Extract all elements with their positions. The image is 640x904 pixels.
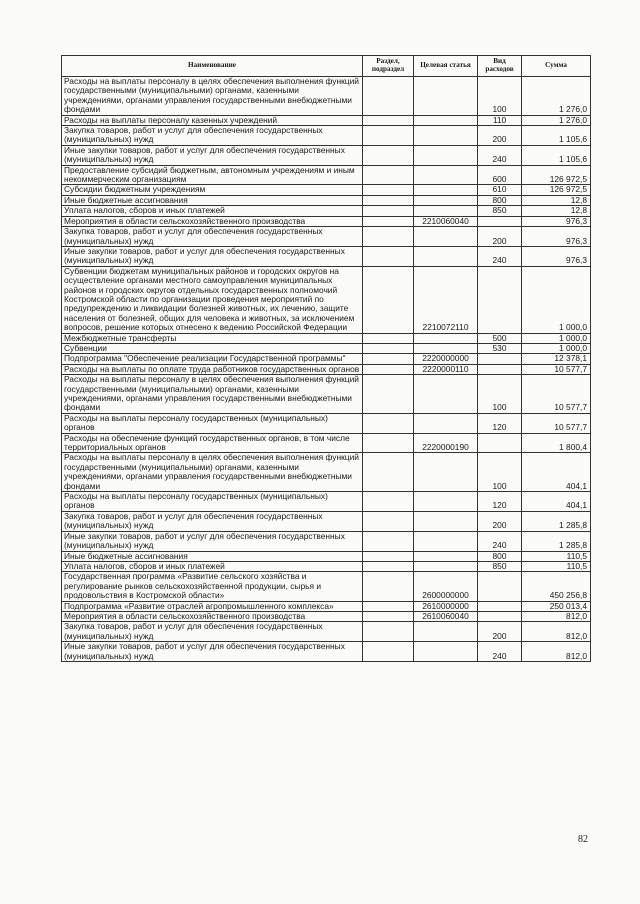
cell-name: Расходы на обеспечение функций государственных органов, в том числе территориальных органов (62, 433, 363, 453)
table-row (62, 622, 591, 642)
cell-sum: 110,5 (522, 561, 591, 571)
cell-sum: 812,0 (522, 622, 591, 642)
table-row (62, 266, 591, 333)
cell-name: Закупка товаров, работ и услуг для обеспечения государственных (муниципальных) нужд (62, 126, 363, 146)
cell-type (478, 601, 522, 611)
cell-type (478, 611, 522, 621)
cell-target: 2210072110 (414, 266, 478, 333)
cell-name: Расходы на выплаты персоналу государственных (муниципальных) органов (62, 492, 363, 512)
cell-sum: 812,0 (522, 642, 591, 662)
cell-sum: 1 276,0 (522, 115, 591, 125)
table-row (62, 333, 591, 343)
cell-type: 100 (478, 375, 522, 414)
table-row (62, 354, 591, 364)
cell-type: 850 (478, 206, 522, 216)
cell-sum: 1 285,8 (522, 511, 591, 531)
cell-sum: 12,8 (522, 195, 591, 205)
table-row (62, 126, 591, 146)
cell-type: 200 (478, 126, 522, 146)
cell-name: Субвенции бюджетам муниципальных районов и городских округов на осуществление органами местного самоуправления муниципальных районов и городских округов отдельных государственных полномочий Костромской области по организации проведения мероприятий по предупреждению и ликвидации болезней животных, их лечению, защите населения от болезней, общих для человека и животных, за исключением вопросов, решение которых отнесено к ведению Российской Федерации (62, 266, 363, 333)
cell-target (414, 185, 478, 195)
cell-section (363, 216, 414, 226)
cell-name: Закупка товаров, работ и услуг для обеспечения государственных (муниципальных) нужд (62, 511, 363, 531)
header-target: Целевая статья (414, 56, 478, 77)
cell-section (363, 195, 414, 205)
cell-section (363, 551, 414, 561)
cell-sum: 1 800,4 (522, 433, 591, 453)
table-body (62, 77, 591, 662)
header-section: Раздел, подраздел (363, 56, 414, 77)
table-row (62, 145, 591, 165)
table-row (62, 343, 591, 353)
cell-target (414, 413, 478, 433)
cell-name: Иные бюджетные ассигнования (62, 551, 363, 561)
cell-name: Субвенции (62, 343, 363, 353)
cell-target (414, 343, 478, 353)
cell-name: Иные закупки товаров, работ и услуг для обеспечения государственных (муниципальных) нужд (62, 145, 363, 165)
cell-name: Иные закупки товаров, работ и услуг для обеспечения государственных (муниципальных) нужд (62, 531, 363, 551)
cell-sum: 1 105,6 (522, 126, 591, 146)
cell-section (363, 126, 414, 146)
cell-type: 100 (478, 77, 522, 116)
cell-name: Закупка товаров, работ и услуг для обеспечения государственных (муниципальных) нужд (62, 622, 363, 642)
cell-target (414, 227, 478, 247)
table-row (62, 364, 591, 374)
cell-sum: 1 276,0 (522, 77, 591, 116)
cell-section (363, 206, 414, 216)
cell-sum: 404,1 (522, 453, 591, 492)
cell-sum: 1 000,0 (522, 343, 591, 353)
table-row (62, 195, 591, 205)
cell-name: Уплата налогов, сборов и иных платежей (62, 206, 363, 216)
cell-name: Субсидии бюджетным учреждениям (62, 185, 363, 195)
cell-name: Подпрограмма «Развитие отраслей агропромышленного комплекса» (62, 601, 363, 611)
cell-type: 240 (478, 642, 522, 662)
cell-target (414, 375, 478, 414)
header-row (62, 56, 591, 77)
cell-section (363, 343, 414, 353)
cell-sum: 1 285,8 (522, 531, 591, 551)
cell-name: Расходы на выплаты персоналу государственных (муниципальных) органов (62, 413, 363, 433)
cell-target (414, 622, 478, 642)
cell-type: 100 (478, 453, 522, 492)
cell-section (363, 354, 414, 364)
cell-type: 200 (478, 227, 522, 247)
table-row (62, 165, 591, 185)
cell-type (478, 216, 522, 226)
cell-name: Мероприятия в области сельскохозяйственного производства (62, 611, 363, 621)
cell-type (478, 572, 522, 601)
cell-target (414, 145, 478, 165)
table-row (62, 551, 591, 561)
table-row (62, 531, 591, 551)
cell-sum: 1 105,6 (522, 145, 591, 165)
cell-target (414, 551, 478, 561)
cell-target (414, 195, 478, 205)
cell-section (363, 77, 414, 116)
cell-name: Расходы на выплаты по оплате труда работников государственных органов (62, 364, 363, 374)
cell-type: 500 (478, 333, 522, 343)
cell-name: Подпрограмма "Обеспечение реализации Государственной программы" (62, 354, 363, 364)
cell-sum: 976,3 (522, 246, 591, 266)
cell-name: Иные бюджетные ассигнования (62, 195, 363, 205)
cell-sum: 110,5 (522, 551, 591, 561)
cell-target (414, 126, 478, 146)
cell-name: Государственная программа «Развитие сельского хозяйства и регулирование рынков сельскохозяйственной продукции, сырья и продовольствия в Костромской области» (62, 572, 363, 601)
table-row (62, 246, 591, 266)
cell-target (414, 246, 478, 266)
cell-type: 200 (478, 511, 522, 531)
header-type: Вид расходов (478, 56, 522, 77)
table-header (62, 56, 591, 77)
cell-name: Предоставление субсидий бюджетным, автономным учреждениям и иным некоммерческим организациям (62, 165, 363, 185)
cell-name: Межбюджетные трансферты (62, 333, 363, 343)
cell-sum: 126 972,5 (522, 185, 591, 195)
cell-name: Закупка товаров, работ и услуг для обеспечения государственных (муниципальных) нужд (62, 227, 363, 247)
cell-target (414, 561, 478, 571)
cell-type: 610 (478, 185, 522, 195)
cell-target (414, 77, 478, 116)
cell-section (363, 453, 414, 492)
cell-section (363, 492, 414, 512)
table-row (62, 77, 591, 116)
header-sum: Сумма (522, 56, 591, 77)
header-name: Наименование (62, 56, 363, 77)
cell-section (363, 246, 414, 266)
cell-type (478, 433, 522, 453)
cell-sum: 10 577,7 (522, 364, 591, 374)
cell-sum: 450 256,8 (522, 572, 591, 601)
cell-sum: 404,1 (522, 492, 591, 512)
budget-table-page (61, 55, 590, 662)
cell-section (363, 364, 414, 374)
table-row (62, 572, 591, 601)
table-row (62, 642, 591, 662)
page-number: 82 (578, 834, 588, 845)
cell-target: 2610000000 (414, 601, 478, 611)
cell-name: Расходы на выплаты персоналу в целях обеспечения выполнения функций государственными (муниципальными) органами, казенными учреждениями, органами управления государственными внебюджетными фондами (62, 375, 363, 414)
cell-sum: 976,3 (522, 216, 591, 226)
cell-sum: 812,0 (522, 611, 591, 621)
table-row (62, 115, 591, 125)
cell-name: Расходы на выплаты персоналу казенных учреждений (62, 115, 363, 125)
cell-target: 2220000110 (414, 364, 478, 374)
cell-type (478, 364, 522, 374)
cell-target: 2610060040 (414, 611, 478, 621)
cell-type: 850 (478, 561, 522, 571)
table-row (62, 375, 591, 414)
cell-name: Иные закупки товаров, работ и услуг для обеспечения государственных (муниципальных) нужд (62, 642, 363, 662)
cell-target: 2220000000 (414, 354, 478, 364)
cell-section (363, 511, 414, 531)
cell-section (363, 601, 414, 611)
cell-target (414, 492, 478, 512)
cell-section (363, 531, 414, 551)
table-row (62, 185, 591, 195)
cell-section (363, 227, 414, 247)
cell-type: 240 (478, 246, 522, 266)
cell-name: Иные закупки товаров, работ и услуг для обеспечения государственных (муниципальных) нужд (62, 246, 363, 266)
budget-table (61, 55, 591, 662)
cell-type: 800 (478, 551, 522, 561)
table-row (62, 413, 591, 433)
table-row (62, 206, 591, 216)
cell-type: 200 (478, 622, 522, 642)
table-row (62, 561, 591, 571)
cell-type (478, 354, 522, 364)
cell-target (414, 642, 478, 662)
cell-type: 120 (478, 413, 522, 433)
cell-type: 110 (478, 115, 522, 125)
cell-section (363, 561, 414, 571)
cell-target: 2600000000 (414, 572, 478, 601)
cell-section (363, 375, 414, 414)
cell-section (363, 433, 414, 453)
cell-type: 240 (478, 531, 522, 551)
cell-section (363, 266, 414, 333)
cell-target (414, 333, 478, 343)
cell-section (363, 572, 414, 601)
cell-section (363, 611, 414, 621)
cell-target (414, 453, 478, 492)
cell-section (363, 185, 414, 195)
cell-type: 530 (478, 343, 522, 353)
cell-sum: 250 013,4 (522, 601, 591, 611)
cell-target (414, 206, 478, 216)
table-row (62, 227, 591, 247)
cell-type: 120 (478, 492, 522, 512)
cell-sum: 1 000,0 (522, 333, 591, 343)
cell-type: 800 (478, 195, 522, 205)
cell-sum: 12,8 (522, 206, 591, 216)
cell-section (363, 642, 414, 662)
cell-sum: 10 577,7 (522, 375, 591, 414)
cell-sum: 12 378,1 (522, 354, 591, 364)
table-row (62, 492, 591, 512)
cell-section (363, 622, 414, 642)
cell-target (414, 511, 478, 531)
cell-type: 240 (478, 145, 522, 165)
cell-sum: 126 972,5 (522, 165, 591, 185)
cell-type: 600 (478, 165, 522, 185)
cell-sum: 1 000,0 (522, 266, 591, 333)
table-row (62, 453, 591, 492)
cell-section (363, 115, 414, 125)
cell-target (414, 115, 478, 125)
cell-sum: 10 577,7 (522, 413, 591, 433)
cell-name: Расходы на выплаты персоналу в целях обеспечения выполнения функций государственными (муниципальными) органами, казенными учреждениями, органами управления государственными внебюджетными фондами (62, 453, 363, 492)
table-row (62, 216, 591, 226)
cell-section (363, 145, 414, 165)
cell-name: Уплата налогов, сборов и иных платежей (62, 561, 363, 571)
table-row (62, 511, 591, 531)
table-row (62, 433, 591, 453)
cell-section (363, 413, 414, 433)
cell-target (414, 531, 478, 551)
cell-target: 2210060040 (414, 216, 478, 226)
cell-target (414, 165, 478, 185)
table-row (62, 611, 591, 621)
cell-target: 2220000190 (414, 433, 478, 453)
table-row (62, 601, 591, 611)
cell-sum: 976,3 (522, 227, 591, 247)
cell-section (363, 165, 414, 185)
cell-name: Мероприятия в области сельскохозяйственного производства (62, 216, 363, 226)
cell-section (363, 333, 414, 343)
cell-type (478, 266, 522, 333)
cell-name: Расходы на выплаты персоналу в целях обеспечения выполнения функций государственными (муниципальными) органами, казенными учреждениями, органами управления государственными внебюджетными фондами (62, 77, 363, 116)
